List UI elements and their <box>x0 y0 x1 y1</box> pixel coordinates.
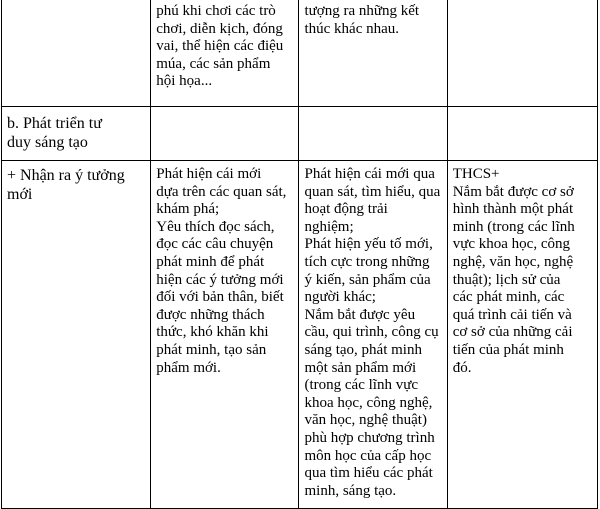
table-cell <box>151 161 299 509</box>
table-cell <box>447 0 597 107</box>
table-cell <box>447 107 597 161</box>
section-heading: b. Phát triển tư duy sáng tạo <box>7 115 102 151</box>
table-row-main <box>2 161 598 509</box>
table-cell <box>2 161 151 509</box>
table-cell <box>151 0 299 107</box>
table-cell <box>151 107 299 161</box>
cell-text: Phát hiện cái mới qua quan sát, tìm hiểu, qua hoạt động trải nghiệm; Phát hiện yếu tố mới, tích cực trong những ý kiến, sản phẩm của người khác; Nắm bắt được yêu cầu, qui trình, công cụ sáng tạo, phát minh một sản phẩm mới (trong các lĩnh vực khoa học, công nghệ, văn học, nghệ thuật) phù hợp chương trình môn học của cấp học qua tìm hiểu các phát minh, sáng tạo. <box>304 166 441 499</box>
table-cell <box>447 161 597 509</box>
table-cell <box>2 0 151 107</box>
competency-table <box>1 0 598 509</box>
table-cell <box>299 107 447 161</box>
cell-text: THCS+ Nắm bắt được cơ sở hình thành một phát minh (trong các lĩnh vực khoa học, công nghệ, văn học, nghệ thuật); lịch sử của các phát minh, các quá trình cải tiến và cơ sở của những cải tiến của phát minh đó. <box>452 166 575 376</box>
table-row-continuation <box>2 0 598 107</box>
table-cell <box>2 107 151 161</box>
cell-text: Phát hiện cái mới dựa trên các quan sát, khám phá; Yêu thích đọc sách, đọc các câu chuyện phát minh để phát hiện các ý tưởng mới đối với bản thân, biết được những thách thức, khó khăn khi phát minh, tạo sản phẩm mới. <box>156 166 287 376</box>
cell-text: phú khi chơi các trò chơi, diễn kịch, đóng vai, thể hiện các điệu múa, các sản phẩm hội họa... <box>156 3 284 90</box>
table-cell <box>299 0 447 107</box>
cell-text: tượng ra những kết thúc khác nhau. <box>304 3 420 37</box>
table-cell <box>299 161 447 509</box>
criterion-label: + Nhận ra ý tưởng mới <box>7 167 125 203</box>
table-row-section-heading <box>2 107 598 161</box>
